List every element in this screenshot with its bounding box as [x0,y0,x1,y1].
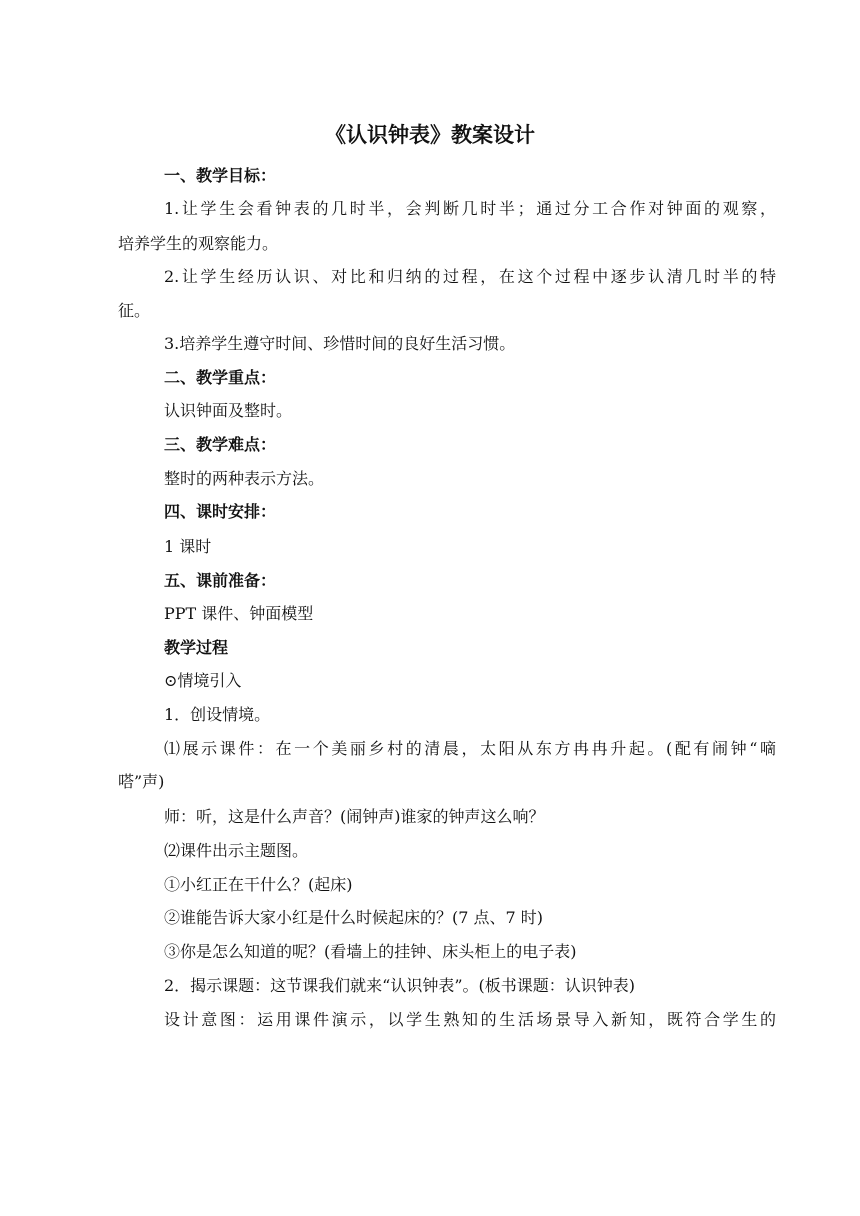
question-1: ①小红正在干什么？(起床) [164,875,353,894]
goal-1-line-2: 培养学生的观察能力。 [118,234,279,253]
goal-1-line-1: 1.让学生会看钟表的几时半，会判断几时半；通过分工合作对钟面的观察， [164,199,776,218]
teacher-dialogue: 师：听，这是什么声音？(闹钟声)谁家的钟声这么响？ [164,807,545,826]
section-heading-teaching-difficulty: 三、教学难点： [164,435,277,454]
step-1-create-scenario: 1．创设情境。 [164,705,271,724]
design-intent-line-1: 设计意图：运用课件演示，以学生熟知的生活场景导入新知，既符合学生的 [164,1010,776,1029]
question-3: ③你是怎么知道的呢？(看墙上的挂钟、床头柜上的电子表) [164,942,577,961]
step-1a-line-1: ⑴展示课件：在一个美丽乡村的清晨，太阳从东方冉冉升起。(配有闹钟“嘀 [164,739,776,758]
teaching-difficulty-text: 整时的两种表示方法。 [164,469,325,488]
step-1b: ⑵课件出示主题图。 [164,841,309,860]
schedule-text: 1 课时 [164,537,212,556]
subheading-scenario-intro: ⊙情境引入 [164,671,242,690]
section-heading-teaching-focus: 二、教学重点： [164,368,277,387]
section-heading-teaching-process: 教学过程 [164,638,229,657]
step-1a-line-2: 嗒”声) [118,772,165,791]
preparation-text: PPT 课件、钟面模型 [164,604,314,623]
teaching-focus-text: 认识钟面及整时。 [164,401,293,420]
section-heading-schedule: 四、课时安排： [164,502,277,521]
goal-2-line-1: 2.让学生经历认识、对比和归纳的过程，在这个过程中逐步认清几时半的特 [164,267,776,286]
goal-2-line-2: 征。 [118,301,151,320]
goal-3: 3.培养学生遵守时间、珍惜时间的良好生活习惯。 [164,334,516,353]
question-2: ②谁能告诉大家小红是什么时候起床的？(7 点、7 时) [164,908,544,927]
section-heading-preparation: 五、课前准备： [164,571,277,590]
document-title: 《认识钟表》教案设计 [325,123,535,147]
step-2-reveal-topic: 2．揭示课题：这节课我们就来“认识钟表”。(板书课题：认识钟表) [164,976,636,995]
section-heading-teaching-goals: 一、教学目标： [164,166,277,185]
